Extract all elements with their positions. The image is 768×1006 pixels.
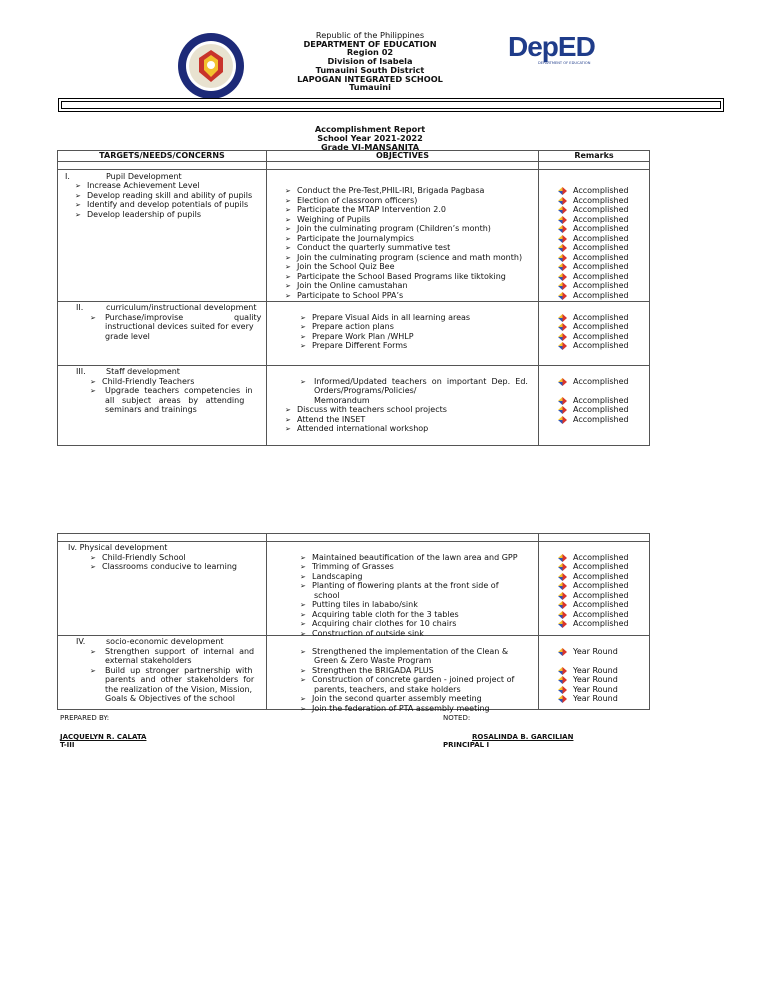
objective-text: Weighing of Pupils	[297, 214, 371, 224]
remark-text: Accomplished	[573, 581, 629, 590]
remark-text: Accomplished	[573, 271, 629, 281]
objective-text: Participate the School Based Programs like tiktoking	[297, 271, 506, 281]
arrow-bullet-icon: ➢	[285, 406, 291, 414]
accomplishment-table	[57, 150, 650, 446]
deped-logo	[508, 33, 623, 69]
target-text: external stakeholders	[105, 656, 192, 665]
col-header-targets: TARGETS/NEEDS/CONCERNS	[58, 151, 267, 162]
diamond-bullet-icon	[558, 648, 567, 656]
target-item: ➢ Classrooms conducive to learning	[90, 562, 237, 571]
target-text: the realization of the Vision, Mission,	[105, 684, 253, 694]
objective-text: Construction of outside sink	[312, 628, 424, 638]
diamond-bullet-icon	[558, 314, 567, 322]
section-heading: curriculum/instructional development	[106, 303, 257, 312]
target-item: ➢ Identify and develop potentials of pupils	[75, 200, 249, 209]
title-line: Accomplishment Report	[314, 124, 426, 134]
remark-text: Accomplished	[573, 205, 629, 214]
diamond-bullet-icon	[558, 273, 567, 281]
report-title	[290, 125, 450, 151]
arrow-bullet-icon: ➢	[285, 415, 291, 424]
prepared-by-label: PREPARED BY:	[60, 714, 110, 722]
arrow-bullet-icon: ➢	[285, 206, 291, 214]
remark-text: Accomplished	[573, 331, 629, 341]
objective-text: Trimming of Grasses	[312, 562, 394, 571]
objective-item	[285, 291, 403, 302]
remark-text: Accomplished	[573, 290, 629, 300]
diamond-bullet-icon	[558, 397, 567, 405]
remark-text: Accomplished	[573, 600, 629, 609]
noter-name: ROSALINDA B. GARCILIAN	[472, 733, 574, 741]
deped-seal-icon	[177, 32, 245, 100]
arrow-bullet-icon: ➢	[285, 291, 291, 300]
remark-text: Year Round	[573, 684, 618, 694]
preparer-title: T-III	[60, 741, 75, 749]
arrow-bullet-icon: ➢	[300, 582, 306, 590]
remark-text: Accomplished	[573, 571, 629, 581]
arrow-bullet-icon: ➢	[285, 425, 291, 433]
diamond-bullet-icon	[558, 225, 567, 233]
objective-item: ➢ Attend the INSET	[285, 414, 366, 424]
section-heading: Pupil Development	[106, 172, 182, 181]
arrow-bullet-icon: ➢	[285, 263, 291, 271]
arrow-bullet-icon: ➢	[300, 323, 306, 331]
target-item: ➢ Child-Friendly Teachers	[90, 376, 195, 386]
diamond-bullet-icon	[558, 282, 567, 290]
objective-text: Informed/Updated teachers on important Dep. Ed.	[314, 376, 528, 386]
arrow-bullet-icon: ➢	[90, 563, 96, 571]
objective-item: ➢ Discuss with teachers school projects	[285, 405, 447, 414]
arrow-bullet-icon: ➢	[300, 620, 306, 628]
arrow-bullet-icon: ➢	[285, 282, 291, 290]
remark-text: Accomplished	[573, 590, 629, 600]
diamond-bullet-icon	[558, 563, 567, 571]
objective-item	[314, 591, 340, 601]
arrow-bullet-icon: ➢	[300, 332, 306, 341]
remark-text: Accomplished	[573, 609, 629, 619]
diamond-bullet-icon	[558, 592, 567, 600]
target-item: ➢ Develop leadership of pupils	[75, 209, 201, 219]
objective-item	[300, 629, 424, 640]
diamond-bullet-icon	[558, 197, 567, 205]
target-text: Goals & Objectives of the school	[105, 694, 235, 703]
diamond-bullet-icon	[558, 235, 567, 243]
objective-text: Acquiring chair clothes for 10 chairs	[312, 619, 457, 628]
target-item: ➢ Increase Achievement Level	[75, 181, 200, 190]
objective-text: Strengthen the BRIGADA PLUS	[312, 665, 434, 675]
section-number: Iv.	[68, 543, 78, 552]
remark-text: Accomplished	[573, 224, 629, 233]
remark-text: Accomplished	[573, 376, 629, 386]
target-text: seminars and trainings	[105, 405, 197, 414]
diamond-bullet-icon	[558, 611, 567, 619]
remark-text: Accomplished	[573, 252, 629, 262]
arrow-bullet-icon: ➢	[75, 191, 81, 200]
target-text: Build up stronger partnership with	[105, 665, 253, 675]
arrow-bullet-icon: ➢	[285, 253, 291, 262]
objective-text: Orders/Programs/Policies/	[314, 386, 417, 395]
arrow-bullet-icon: ➢	[300, 563, 306, 571]
deped-logo-subtext: DEPARTMENT OF EDUCATION	[538, 61, 591, 65]
objective-item: ➢ Attended international workshop	[285, 424, 429, 433]
diamond-bullet-icon	[558, 667, 567, 675]
objective-text: Prepare Work Plan /WHLP	[312, 331, 414, 341]
remark-text: Accomplished	[573, 322, 629, 331]
diamond-bullet-icon	[558, 342, 567, 350]
arrow-bullet-icon: ➢	[300, 610, 306, 619]
arrow-bullet-icon: ➢	[90, 553, 96, 562]
section-number: IV.	[76, 637, 86, 646]
objective-text: Memorandum	[314, 395, 370, 405]
header-line: Region 02	[346, 47, 394, 58]
objective-text: Landscaping	[312, 571, 363, 581]
arrow-bullet-icon: ➢	[300, 601, 306, 609]
col-header-remarks: Remarks	[539, 151, 650, 162]
diamond-bullet-icon	[558, 206, 567, 214]
objective-text: Join the culminating program (Children’s month)	[297, 224, 491, 233]
header-divider-bar	[58, 98, 724, 112]
arrow-bullet-icon: ➢	[300, 572, 306, 581]
section-heading: socio-economic development	[106, 637, 224, 646]
section-number: I.	[65, 172, 70, 181]
arrow-bullet-icon: ➢	[90, 377, 96, 386]
header-line: Republic of the Philippines	[315, 30, 425, 40]
objective-text: school	[314, 590, 340, 600]
objective-text: Participate to School PPA’s	[297, 290, 404, 300]
objective-text: Join the federation of PTA assembly meeting	[312, 703, 490, 713]
remark-text: Year Round	[573, 675, 618, 684]
arrow-bullet-icon: ➢	[285, 187, 291, 195]
arrow-bullet-icon: ➢	[90, 647, 96, 656]
diamond-bullet-icon	[558, 582, 567, 590]
diamond-bullet-icon	[558, 620, 567, 628]
arrow-bullet-icon: ➢	[300, 553, 306, 562]
diamond-bullet-icon	[558, 254, 567, 262]
diamond-bullet-icon	[558, 263, 567, 271]
arrow-bullet-icon: ➢	[90, 666, 96, 675]
remark-text: Accomplished	[573, 562, 629, 571]
objective-text: Planting of flowering plants at the front side of	[312, 581, 499, 590]
title-line: School Year 2021-2022	[317, 132, 423, 143]
diamond-bullet-icon	[558, 216, 567, 224]
remark-text: Accomplished	[573, 262, 629, 271]
header-line: LAPOGAN INTEGRATED SCHOOL	[297, 73, 443, 84]
remark-text: Accomplished	[573, 619, 629, 628]
objective-text: Join the culminating program (science and math month)	[297, 252, 523, 262]
target-text: parents and other stakeholders for	[105, 675, 255, 684]
section-number: II.	[76, 303, 84, 312]
remark-text: Year Round	[573, 646, 618, 656]
objective-text: Join the Online camustahan	[297, 281, 408, 290]
remark-text: Accomplished	[573, 195, 629, 205]
target-text: all subject areas by attending	[105, 395, 245, 405]
header-line: Tumauini South District	[315, 64, 425, 75]
objective-text: Strengthened the implementation of the Clean &	[312, 646, 509, 656]
arrow-bullet-icon: ➢	[300, 695, 306, 703]
target-text: Upgrade teachers competencies in	[105, 386, 253, 395]
header-line: Tumauini	[349, 82, 391, 93]
diamond-bullet-icon	[558, 676, 567, 684]
remark-text: Accomplished	[573, 405, 629, 414]
remark-text: Accomplished	[573, 214, 629, 224]
arrow-bullet-icon: ➢	[75, 201, 81, 209]
arrow-bullet-icon: ➢	[285, 215, 291, 224]
arrow-bullet-icon: ➢	[300, 377, 306, 386]
arrow-bullet-icon: ➢	[300, 666, 306, 675]
remark-text: Accomplished	[573, 341, 629, 350]
target-item: ➢ Child-Friendly School	[90, 552, 186, 562]
remark-text: Accomplished	[573, 186, 629, 195]
preparer-name: JACQUELYN R. CALATA	[60, 733, 147, 741]
header-line: DEPARTMENT OF EDUCATION	[303, 38, 437, 49]
arrow-bullet-icon: ➢	[300, 342, 306, 350]
arrow-bullet-icon: ➢	[300, 704, 306, 713]
col-header-objectives: OBJECTIVES	[267, 151, 539, 162]
diamond-bullet-icon	[558, 244, 567, 252]
noted-label: NOTED:	[443, 714, 471, 722]
arrow-bullet-icon: ➢	[285, 244, 291, 252]
objective-text: Join the School Quiz Bee	[297, 262, 395, 271]
objective-text: Maintained beautification of the lawn area and GPP	[312, 552, 518, 562]
diamond-bullet-icon	[558, 333, 567, 341]
arrow-bullet-icon: ➢	[300, 313, 306, 322]
objective-text: Join the second quarter assembly meeting	[312, 694, 482, 703]
diamond-bullet-icon	[558, 554, 567, 562]
title-line: Grade VI-MANSANITA	[320, 141, 420, 152]
arrow-bullet-icon: ➢	[285, 196, 291, 205]
diamond-bullet-icon	[558, 323, 567, 331]
objective-text: Acquiring table cloth for the 3 tables	[312, 609, 459, 619]
arrow-bullet-icon: ➢	[285, 272, 291, 281]
diamond-bullet-icon	[558, 695, 567, 703]
section-number: III.	[76, 367, 86, 376]
remark-text: Accomplished	[573, 552, 629, 562]
target-text: instructional devices suited for every	[105, 322, 254, 331]
school-header	[250, 31, 490, 92]
objective-text: Participate the MTAP Intervention 2.0	[297, 205, 446, 214]
arrow-bullet-icon: ➢	[300, 629, 306, 638]
arrow-bullet-icon: ➢	[75, 210, 81, 219]
diamond-bullet-icon	[558, 686, 567, 694]
diamond-bullet-icon	[558, 187, 567, 195]
objective-text: Conduct the Pre-Test,PHIL-IRI, Brigada Pagbasa	[297, 186, 485, 195]
arrow-bullet-icon: ➢	[75, 182, 81, 190]
remark-text: Accomplished	[573, 243, 629, 252]
objective-text: Green & Zero Waste Program	[314, 656, 432, 665]
header-line: Division of Isabela	[327, 56, 413, 67]
objective-text: Construction of concrete garden - joined project of	[312, 675, 515, 684]
remark-text: Year Round	[573, 665, 618, 675]
objective-text: Election of classroom officers)	[297, 195, 418, 205]
diamond-bullet-icon	[558, 292, 567, 300]
remark-text: Accomplished	[573, 281, 629, 290]
remark-text: Year Round	[573, 694, 618, 703]
objective-text: Participate the Journalympics	[297, 233, 414, 243]
diamond-bullet-icon	[558, 416, 567, 424]
arrow-bullet-icon: ➢	[300, 676, 306, 684]
objective-text: Conduct the quarterly summative test	[297, 243, 451, 252]
arrow-bullet-icon: ➢	[285, 225, 291, 233]
target-text: Purchase/improvise quality	[105, 312, 262, 322]
arrow-bullet-icon: ➢	[300, 647, 306, 656]
remark-text: Accomplished	[573, 233, 629, 243]
target-item: ➢ Develop reading skill and ability of pupils	[75, 190, 253, 200]
target-text: grade level	[105, 331, 150, 341]
objective-text: Prepare action plans	[312, 322, 394, 331]
section-heading: Staff development	[106, 367, 180, 376]
objective-text: Prepare Different Forms	[312, 341, 408, 350]
objective-item	[300, 341, 407, 352]
diamond-bullet-icon	[558, 573, 567, 581]
diamond-bullet-icon	[558, 378, 567, 386]
target-text: Strengthen support of internal and	[105, 646, 255, 656]
remark-text: Accomplished	[573, 395, 629, 405]
arrow-bullet-icon: ➢	[285, 234, 291, 243]
remark-text: Accomplished	[573, 414, 629, 424]
objective-text: Putting tiles in lababo/sink	[312, 600, 418, 609]
arrow-bullet-icon: ➢	[90, 387, 96, 395]
objective-text: parents, teachers, and stake holders	[314, 684, 461, 694]
diamond-bullet-icon	[558, 601, 567, 609]
deped-logo-text: DepED	[508, 31, 595, 62]
section-heading: Physical development	[79, 543, 168, 552]
objective-text: Prepare Visual Aids in all learning areas	[312, 312, 471, 322]
arrow-bullet-icon: ➢	[90, 313, 96, 322]
remark-text: Accomplished	[573, 312, 629, 322]
diamond-bullet-icon	[558, 406, 567, 414]
noter-title: PRINCIPAL I	[443, 741, 490, 749]
accomplishment-table-continued	[57, 533, 650, 713]
